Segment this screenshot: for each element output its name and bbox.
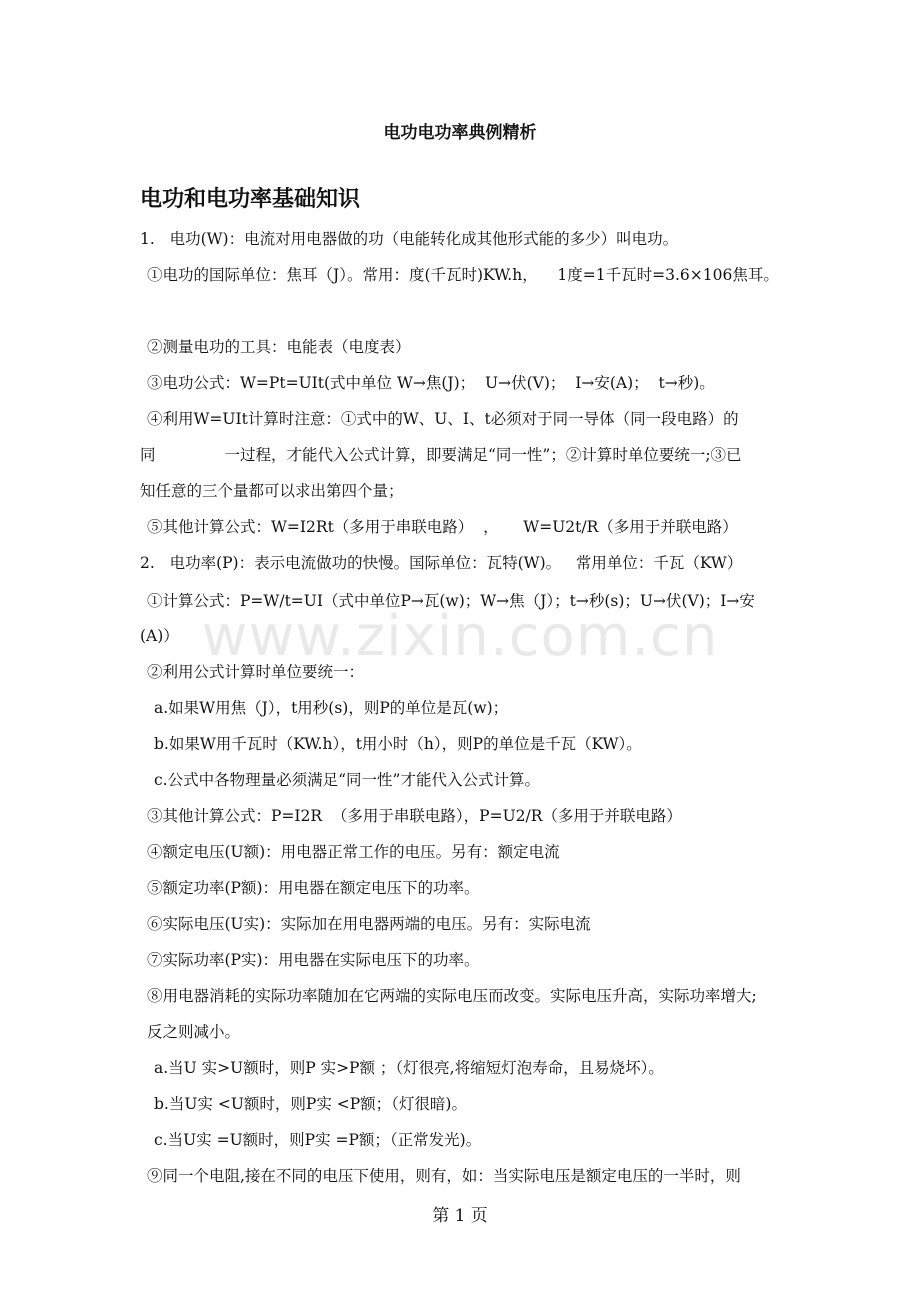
page-number: 第 1 页 [432, 1206, 488, 1226]
text-line: ⑤额定功率(P额)：用电器在额定电压下的功率。 [147, 879, 480, 897]
text-line: ③电功公式：W=Pt=UIt(式中单位 W→焦(J)； U→伏(V)； I→安(A)； t→秒)。 [147, 374, 715, 392]
text-line: b.当U实 <U额时，则P实 <P额；（灯很暗)。 [154, 1095, 467, 1113]
watermark: www.zixin.com.cn [201, 604, 719, 669]
text-line: c.公式中各物理量必须满足“同一性”才能代入公式计算。 [154, 771, 540, 789]
text-line: ②利用公式计算时单位要统一： [147, 663, 365, 681]
text-line: 知任意的三个量都可以求出第四个量； [140, 482, 404, 500]
text-line: 2. 电功率(P)：表示电流做功的快慢。国际单位：瓦特(W)。 常用单位：千瓦（KW） [140, 554, 743, 572]
text-line: ①电功的国际单位：焦耳（J）。常用：度(千瓦时)KW.h， 1度=1千瓦时=3.6×106焦耳。 [147, 266, 779, 284]
text-line: 1. 电功(W)：电流对用电器做的功（电能转化成其他形式能的多少）叫电功。 [140, 230, 679, 248]
text-line: a.当U 实>U额时，则P 实>P额 ；（灯很亮,将缩短灯泡寿命，且易烧坏）。 [154, 1059, 664, 1077]
text-line: ①计算公式：P=W/t=UI（式中单位P→瓦(w)；W→焦（J）；t→秒(s)；U→伏(V)；I→安 [147, 592, 755, 610]
text-line: ⑦实际功率(P实)：用电器在实际电压下的功率。 [147, 951, 480, 969]
text-line: ④额定电压(U额)：用电器正常工作的电压。另有：额定电流 [147, 843, 560, 861]
document-title: 电功电功率典例精析 [383, 123, 537, 143]
text-line: (A)） [140, 627, 179, 645]
text-line: 同 一过程，才能代入公式计算，即要满足“同一性”；②计算时单位要统一;③已 [140, 446, 742, 464]
text-line: ④利用W=UIt计算时注意：①式中的W、U、I、t必须对于同一导体（同一段电路）的 [147, 410, 739, 428]
text-line: ⑨同一个电阻,接在不同的电压下使用，则有，如：当实际电压是额定电压的一半时，则 [147, 1167, 741, 1185]
text-line: c.当U实 =U额时，则P实 =P额；（正常发光)。 [154, 1131, 482, 1149]
text-line: ②测量电功的工具：电能表（电度表） [147, 338, 411, 356]
text-line: ⑥实际电压(U实)：实际加在用电器两端的电压。另有：实际电流 [147, 915, 591, 933]
text-line: ③其他计算公式：P=I2R （多用于串联电路），P=U2/R（多用于并联电路） [147, 807, 682, 825]
section-heading: 电功和电功率基础知识 [140, 187, 361, 212]
text-line: ⑤其他计算公式：W=I2Rt（多用于串联电路） ， W=U2t/R（多用于并联电路） [147, 518, 738, 536]
text-line: b.如果W用千瓦时（KW.h），t用小时（h），则P的单位是千瓦（KW）。 [154, 735, 642, 753]
text-line: a.如果W用焦（J），t用秒(s)，则P的单位是瓦(w)； [154, 699, 509, 717]
text-line: ⑧用电器消耗的实际功率随加在它两端的实际电压而改变。实际电压升高，实际功率增大; [147, 987, 757, 1005]
text-line: 反之则减小。 [147, 1023, 241, 1041]
